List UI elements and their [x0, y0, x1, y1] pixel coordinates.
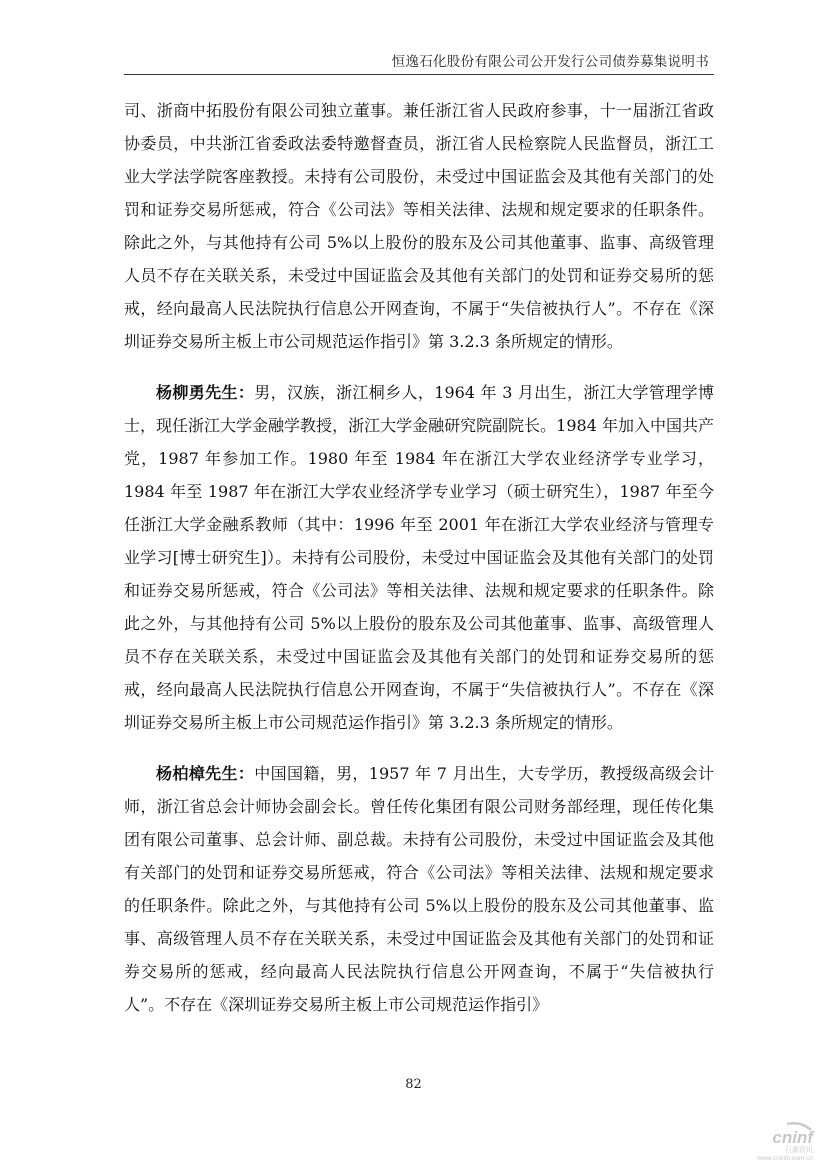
cninfo-watermark-logo [743, 1121, 815, 1161]
svg-text:巨潮资讯: 巨潮资讯 [785, 1146, 813, 1154]
page-number: 82 [405, 1077, 422, 1092]
header-divider [124, 74, 714, 75]
document-header-title: 恒逸石化股份有限公司公开发行公司债券募集说明书 [391, 54, 709, 70]
paragraph-continuation [124, 94, 714, 358]
person-name: 杨柏樟先生： [156, 764, 255, 783]
paragraph-yang-baizhang [124, 757, 714, 1021]
paragraph-text: 中国国籍，男，1957 年 7 月出生，大专学历，教授级高级会计师，浙江省总会计师协会副会长。曾任传化集团有限公司财务部经理，现任传化集团有限公司董事、总会计师、副总裁。未持有公司股份，未受过中国证监会及其他有关部门的处罚和证券交易所惩戒，符合《公司法》等相关法律、法规和规定要求的任职条件。除此之外，与其他持有公司 5%以上股份的股东及公司其他董事、监事、高级管理人员不存在关联关系，未受过中国证监会及其他有关部门的处罚和证券交易所的惩戒，经向最高人民法院执行信息公开网查询，不属于“失信被执行人”。不存在《深圳证券交易所主板上市公司规范运作指引》 [124, 764, 714, 1014]
svg-text:cninf: cninf [772, 1128, 813, 1147]
paragraph-text: 司、浙商中拓股份有限公司独立董事。兼任浙江省人民政府参事，十一届浙江省政协委员，中共浙江省委政法委特邀督查员，浙江省人民检察院人民监督员，浙江工业大学法学院客座教授。未持有公司股份，未受过中国证监会及其他有关部门的处罚和证券交易所惩戒，符合《公司法》等相关法律、法规和规定要求的任职条件。除此之外，与其他持有公司 5%以上股份的股东及公司其他董事、监事、高级管理人员不存在关联关系，未受过中国证监会及其他有关部门的处罚和证券交易所的惩戒，经向最高人民法院执行信息公开网查询，不属于“失信被执行人”。不存在《深圳证券交易所主板上市公司规范运作指引》第 3.2.3 条所规定的情形。 [124, 101, 714, 351]
document-body [124, 94, 714, 1021]
paragraph-text: 男，汉族，浙江桐乡人，1964 年 3 月出生，浙江大学管理学博士，现任浙江大学金融学教授，浙江大学金融研究院副院长。1984 年加入中国共产党，1987 年参加工作。1980 年至 1984 年在浙江大学农业经济学专业学习，1984 年至 1987 年在浙江大学农业经济学专业学习（硕士研究生），1987 年至今任浙江大学金融系教师（其中：1996 年至 2001 年在浙江大学农业经济与管理专业学习[博士研究生]）。未持有公司股份，未受过中国证监会及其他有关部门的处罚和证券交易所惩戒，符合《公司法》等相关法律、法规和规定要求的任职条件。除此之外，与其他持有公司 5%以上股份的股东及公司其他董事、监事、高级管理人员不存在关联关系，未受过中国证监会及其他有关部门的处罚和证券交易所的惩戒，经向最高人民法院执行信息公开网查询，不属于“失信被执行人”。不存在《深圳证券交易所主板上市公司规范运作指引》第 3.2.3 条所规定的情形。 [124, 383, 714, 732]
svg-text:www.cninfo.com.cn: www.cninfo.com.cn [757, 1155, 813, 1161]
person-name: 杨柳勇先生： [156, 383, 255, 402]
paragraph-yang-liuyong [124, 376, 714, 739]
